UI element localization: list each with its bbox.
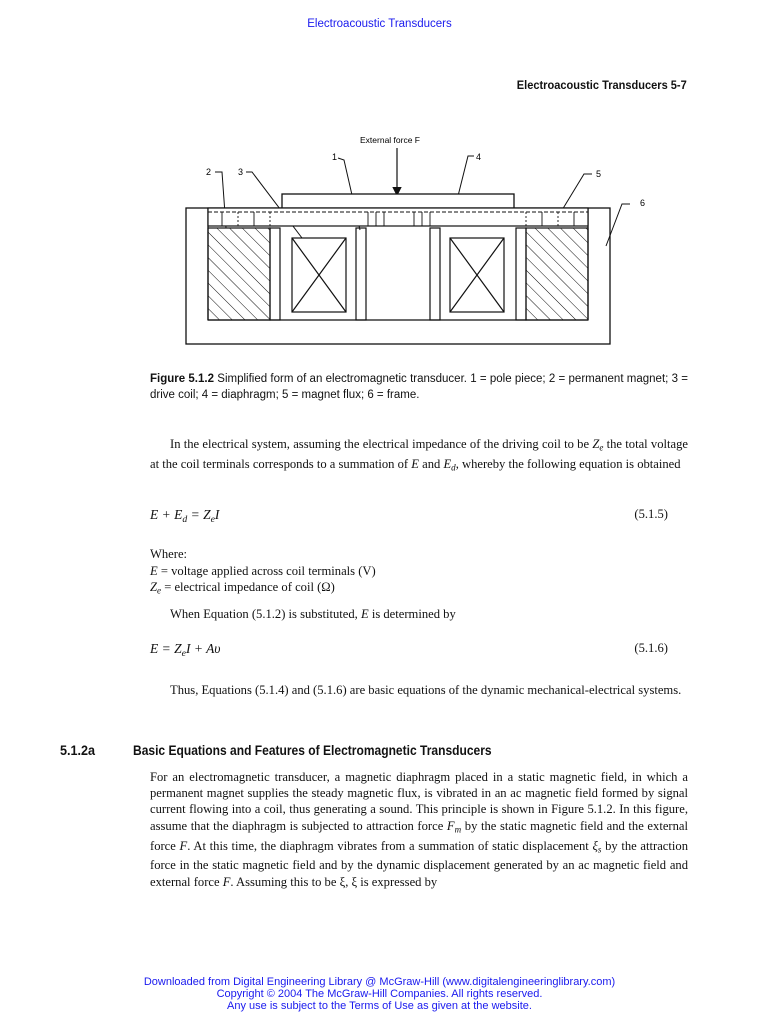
external-force-label: External force F [360, 135, 420, 145]
where-item-voltage: E = voltage applied across coil terminals (V) [150, 563, 376, 578]
where-item-impedance: $Z_e$ = electrical impedance of coil (Ω) [150, 580, 335, 596]
callout-2: 2 [206, 167, 212, 177]
where-block [150, 546, 688, 599]
where-label: Where: [150, 547, 188, 561]
paragraph-electromagnetic: For an electromagnetic transducer, a magnetic diaphragm placed in a static magnetic field, in which a permanent magnet supplies the steady magnetic flux, is vibrated in an ac magnetic field formed by signal current flowing into a coil, thus generating a sound. This principle is shown in Figure 5.1.2. In this figure, assume that the diaphragm is subjected to attraction force $F_m$ by the static magnetic field and the external force F. At this time, the diaphragm vibrates from a summation of static displacement $\xi_s$ by the attraction force in the static magnetic field and by the dynamic displacement generated by an ac magnetic field and external force F. Assuming this to be ξ, ξ is expressed by [150, 770, 688, 889]
top-link[interactable]: Electroacoustic Transducers [307, 18, 452, 30]
footer-download-link[interactable]: Downloaded from Digital Engineering Library @ McGraw-Hill (www.digitalengineeringlibrary.com) [143, 976, 616, 988]
footer [0, 976, 759, 1012]
figure-caption [150, 371, 688, 403]
running-head: Electroacoustic Transducers 5-7 [517, 78, 687, 92]
callout-1: 1 [332, 152, 338, 162]
footer-terms-link[interactable]: Any use is subject to the Terms of Use as given at the website. [227, 1000, 532, 1012]
permanent-magnet-right [526, 228, 588, 320]
figure-caption-label: Figure 5.1.2 [150, 373, 214, 385]
diaphragm [208, 208, 588, 226]
equation-number-5-1-6: (5.1.6) [634, 641, 668, 655]
paragraph-substitution: When Equation (5.1.2) is substituted, E is determined by [170, 607, 456, 621]
callout-3: 3 [238, 167, 244, 177]
callout-5: 5 [596, 169, 602, 179]
footer-copyright: Copyright © 2004 The McGraw-Hill Companies. All rights reserved. [216, 988, 543, 1000]
transducer-figure [182, 130, 646, 350]
section-title: Basic Equations and Features of Electromagnetic Transducers [133, 742, 492, 758]
paragraph-conclusion: Thus, Equations (5.1.4) and (5.1.6) are basic equations of the dynamic mechanical-electrical systems. [170, 683, 682, 697]
leader-4 [458, 156, 474, 196]
equation-number-5-1-5: (5.1.5) [634, 507, 668, 521]
callout-4: 4 [476, 152, 482, 162]
equation-5-1-6: $E = Z_eI + A\upsilon$ (5.1.6) [150, 641, 668, 659]
drive-coil-right [450, 238, 504, 312]
paragraph-electrical-system: In the electrical system, assuming the electrical impedance of the driving coil to be $Z_e$ the total voltage at the coil terminals corresponds to a summation of E and $E_d$, whereby the following equation is obtained [150, 437, 688, 473]
callout-6: 6 [640, 198, 646, 208]
drive-coil-left [292, 238, 346, 312]
equation-5-1-5: $E + E_d = Z_eI$ (5.1.5) [150, 507, 668, 525]
section-number: 5.1.2a [60, 742, 96, 758]
permanent-magnet-left [208, 228, 270, 320]
diaphragm-cap [282, 194, 514, 208]
figure-caption-text: Simplified form of an electromagnetic transducer. 1 = pole piece; 2 = permanent magnet; 3 = drive coil; 4 = diaphragm; 5 = magnet flux; 6 = frame. [150, 373, 688, 401]
